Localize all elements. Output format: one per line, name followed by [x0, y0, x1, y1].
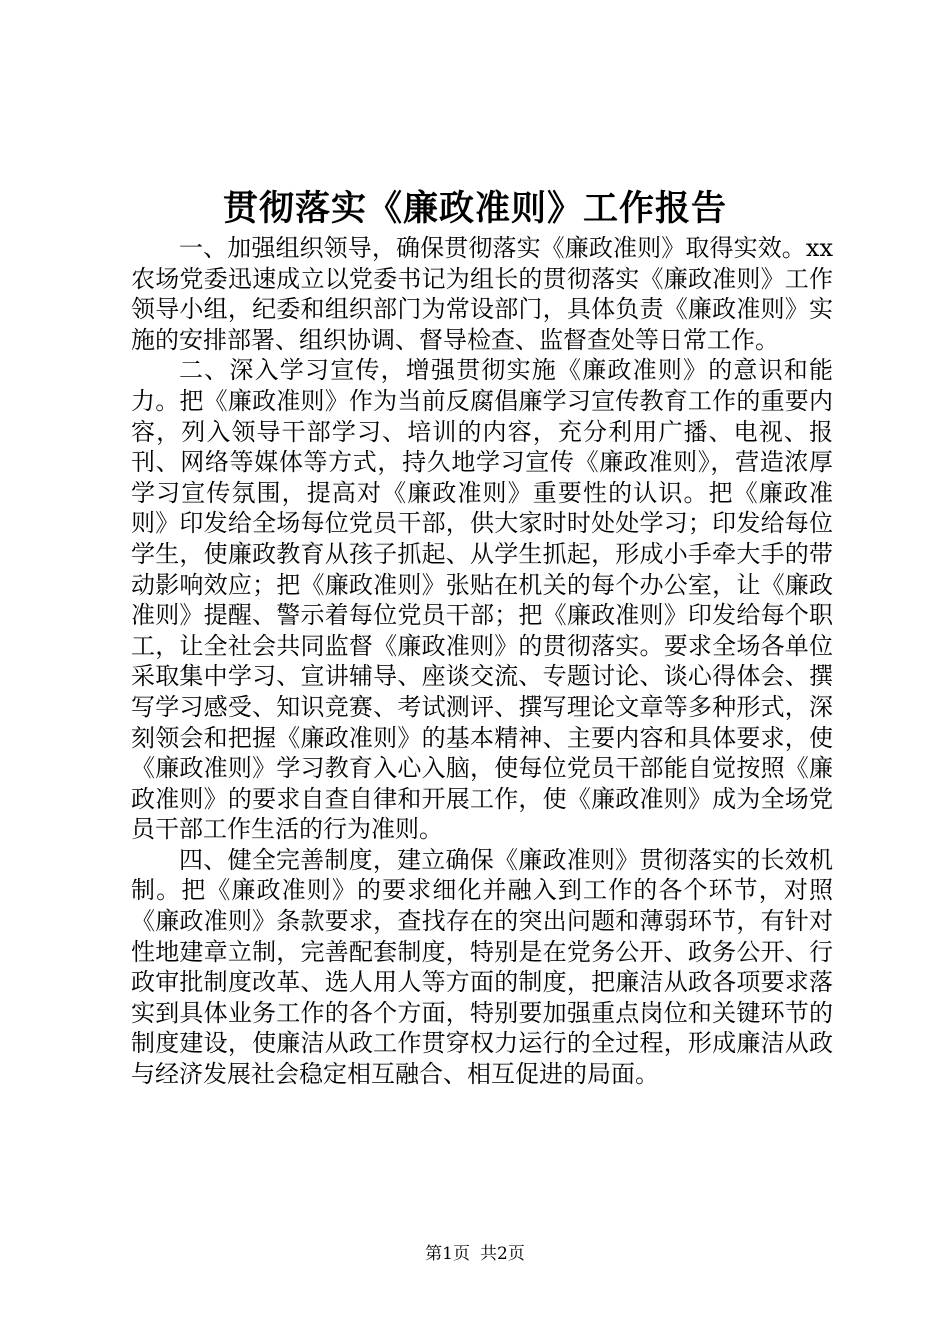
document-body — [131, 233, 833, 1090]
paragraph-3: 四、健全完善制度，建立确保《廉政准则》贯彻落实的长效机制。把《廉政准则》的要求细化并融入到工作的各个环节，对照《廉政准则》条款要求，查找存在的突出问题和薄弱环节，有针对性地建章立制，完善配套制度，特别是在党务公开、政务公开、行政审批制度改革、选人用人等方面的制度，把廉洁从政各项要求落实到具体业务工作的各个方面，特别要加强重点岗位和关键环节的制度建设，使廉洁从政工作贯穿权力运行的全过程，形成廉洁从政与经济发展社会稳定相互融合、相互促进的局面。 — [131, 845, 833, 1089]
document-title: 贯彻落实《廉政准则》工作报告 — [222, 188, 727, 229]
page-number-current: 第1页 — [425, 1244, 470, 1264]
page-footer — [0, 1243, 950, 1265]
paragraph-1: 一、加强组织领导，确保贯彻落实《廉政准则》取得实效。xx农场党委迅速成立以党委书记为组长的贯彻落实《廉政准则》工作领导小组，纪委和组织部门为常设部门，具体负责《廉政准则》实施的安排部署、组织协调、督导检查、监督查处等日常工作。 — [131, 234, 833, 354]
page-number-total: 共2页 — [480, 1244, 525, 1264]
paragraph-2: 二、深入学习宣传，增强贯彻实施《廉政准则》的意识和能力。把《廉政准则》作为当前反腐倡廉学习宣传教育工作的重要内容，列入领导干部学习、培训的内容，充分利用广播、电视、报刊、网络等媒体等方式，持久地学习宣传《廉政准则》，营造浓厚学习宣传氛围，提高对《廉政准则》重要性的认识。把《廉政准则》印发给全场每位党员干部，供大家时时处处学习；印发给每位学生，使廉政教育从孩子抓起、从学生抓起，形成小手牵大手的带动影响效应；把《廉政准则》张贴在机关的每个办公室，让《廉政准则》提醒、警示着每位党员干部；把《廉政准则》印发给每个职工，让全社会共同监督《廉政准则》的贯彻落实。要求全场各单位采取集中学习、宣讲辅导、座谈交流、专题讨论、谈心得体会、撰写学习感受、知识竞赛、考试测评、撰写理论文章等多种形式，深刻领会和把握《廉政准则》的基本精神、主要内容和具体要求，使《廉政准则》学习教育入心入脑，使每位党员干部能自觉按照《廉政准则》的要求自查自律和开展工作，使《廉政准则》成为全场党员干部工作生活的行为准则。 — [131, 356, 833, 844]
